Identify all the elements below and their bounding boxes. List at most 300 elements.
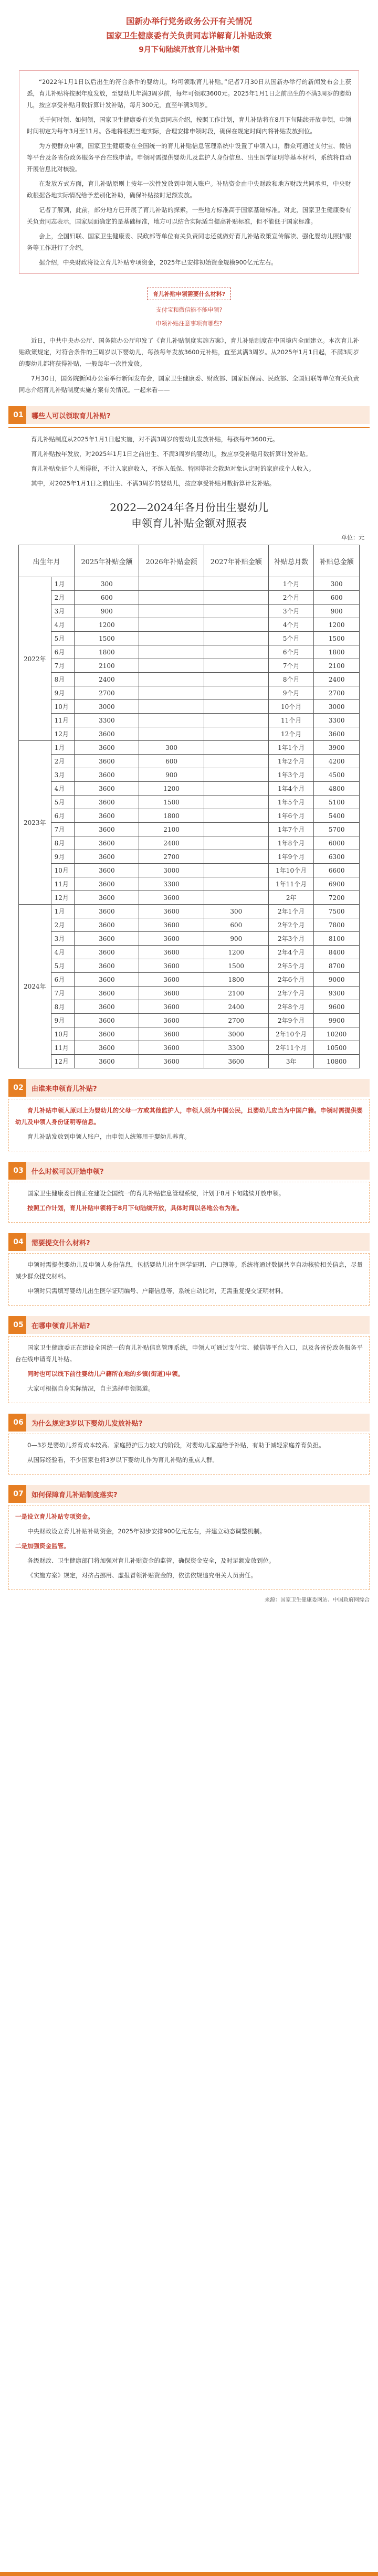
amount-2026-cell: 3600 [139, 1041, 204, 1055]
amount-2025-cell: 3600 [75, 796, 139, 809]
s7-p2: 各级财政、卫生健康部门将加强对育儿补贴资金的监管，确保资金安全，及时足额发放到位。 [27, 1557, 275, 1564]
total-cell: 9600 [314, 1000, 360, 1014]
months-cell: 1年1个月 [268, 741, 314, 755]
intro-box [19, 70, 359, 274]
section-1-header [8, 406, 370, 424]
total-cell: 6300 [314, 850, 360, 864]
section-7-body [8, 1505, 370, 1590]
amount-2027-cell [204, 782, 268, 796]
amount-2027-cell [204, 864, 268, 877]
section-7 [8, 1485, 370, 1590]
amount-2027-cell: 1500 [204, 959, 268, 973]
month-cell: 3月 [51, 932, 75, 946]
amount-2025-cell: 3600 [75, 1055, 139, 1068]
month-cell: 5月 [51, 796, 75, 809]
months-cell: 1年7个月 [268, 823, 314, 836]
month-cell: 3月 [51, 768, 75, 782]
amount-2026-cell [139, 577, 204, 591]
amount-2026-cell: 3300 [139, 877, 204, 891]
amount-2025-cell: 1500 [75, 632, 139, 645]
amount-2025-cell: 3600 [75, 877, 139, 891]
months-cell: 2年5个月 [268, 959, 314, 973]
subsidy-table [18, 545, 360, 1068]
amount-2027-cell [204, 714, 268, 727]
amount-2026-cell: 3600 [139, 1000, 204, 1014]
amount-2026-cell: 3600 [139, 946, 204, 959]
table-row [19, 809, 360, 823]
month-cell: 8月 [51, 1000, 75, 1014]
amount-2026-cell [139, 700, 204, 714]
amount-2026-cell [139, 673, 204, 686]
section-1-number: 01 [10, 406, 26, 424]
amount-2025-cell: 3600 [75, 768, 139, 782]
amount-2025-cell: 2100 [75, 659, 139, 673]
amount-2027-cell [204, 673, 268, 686]
amount-2026-cell: 1500 [139, 796, 204, 809]
headline-3: 9月下旬陆续开放育儿补贴申领 [139, 46, 239, 54]
month-cell: 9月 [51, 850, 75, 864]
table-row [19, 987, 360, 1000]
months-cell: 2年7个月 [268, 987, 314, 1000]
section-3-body [8, 1182, 370, 1223]
amount-2026-cell: 3000 [139, 864, 204, 877]
table-row [19, 1041, 360, 1055]
amount-2027-cell: 300 [204, 905, 268, 918]
s3-p2: 按照工作计划，育儿补贴申领将于8月下旬陆续开放，具体时间以各地公布为准。 [27, 1204, 243, 1212]
amount-2025-cell: 3600 [75, 1014, 139, 1027]
year-cell: 2022年 [19, 577, 51, 741]
months-cell: 1年2个月 [268, 755, 314, 768]
amount-2025-cell: 3600 [75, 1041, 139, 1055]
amount-2025-cell: 3600 [75, 987, 139, 1000]
amount-2027-cell [204, 727, 268, 741]
months-cell: 2个月 [268, 591, 314, 605]
amount-2025-cell: 3600 [75, 905, 139, 918]
total-cell: 6600 [314, 864, 360, 877]
amount-2026-cell [139, 645, 204, 659]
table-row [19, 755, 360, 768]
amount-2027-cell [204, 632, 268, 645]
months-cell: 7个月 [268, 659, 314, 673]
intro-p7: 据介绍，中央财政将设立育儿补贴专项资金，2025年已安排初始资金规模900亿元左右。 [39, 259, 277, 266]
amount-2026-cell [139, 618, 204, 632]
month-cell: 7月 [51, 659, 75, 673]
pretable-p2: 7月30日，国务院新闻办公室举行新闻发布会，国家卫生健康委、财政部、国家医保局、民政部、全国妇联等单位有关负责同志介绍育儿补贴制度实施方案有关情况。一起来看—— [19, 375, 359, 394]
month-cell: 6月 [51, 809, 75, 823]
total-cell: 5100 [314, 796, 360, 809]
months-cell: 2年3个月 [268, 932, 314, 946]
months-cell: 2年10个月 [268, 1027, 314, 1041]
amount-2027-cell: 2700 [204, 1014, 268, 1027]
amount-2026-cell: 1800 [139, 809, 204, 823]
month-cell: 10月 [51, 700, 75, 714]
table-unit: 单位：元 [341, 534, 364, 541]
s4-p1: 申领时需提供婴幼儿及申领人身份信息，包括婴幼儿出生医学证明、户口簿等。系统将通过数据共享自动核验相关信息，尽量减少群众提交材料。 [15, 1261, 363, 1280]
table-row [19, 959, 360, 973]
month-cell: 1月 [51, 905, 75, 918]
month-cell: 7月 [51, 823, 75, 836]
months-cell: 3年 [268, 1055, 314, 1068]
table-row [19, 946, 360, 959]
months-cell: 1年3个月 [268, 768, 314, 782]
table-title-2: 申领育儿补贴金额对照表 [131, 517, 247, 529]
total-cell: 8400 [314, 946, 360, 959]
section-6-body [8, 1434, 370, 1475]
total-cell: 8100 [314, 932, 360, 946]
amount-2027-cell [204, 591, 268, 605]
months-cell: 12个月 [268, 727, 314, 741]
amount-2027-cell [204, 686, 268, 700]
amount-2027-cell [204, 768, 268, 782]
s1-p1: 育儿补贴制度从2025年1月1日起实施，对不满3周岁的婴幼儿发放补贴，每孩每年3600元。 [31, 436, 279, 443]
months-cell: 8个月 [268, 673, 314, 686]
section-1 [8, 406, 370, 1068]
s1-p4: 其中，对2025年1月1日之前出生、不满3周岁的婴幼儿，按应享受补贴月数折算计发补贴。 [31, 480, 276, 487]
s4-p2: 申领时只需填写婴幼儿出生医学证明编号、户籍信息等，系统自动比对，无需重复提交证明材料。 [27, 1287, 287, 1295]
amount-2026-cell [139, 714, 204, 727]
s5-p1: 国家卫生健康委正在建设全国统一的育儿补贴信息管理系统，申领人可通过支付宝、微信等平台入口，以及各省份政务服务平台在线申请育儿补贴。 [15, 1344, 363, 1363]
pretable-p1: 近日，中共中央办公厅、国务院办公厅印发了《育儿补贴制度实施方案》，育儿补贴制度在中国境内全面建立。本次育儿补贴政策规定，对符合条件的三周岁以下婴幼儿，每孩每年发放3600元补贴，直至其满3周岁。从2025年1月1日起，不满3周岁的婴幼儿都将获得补贴，一般每年一次性发放。 [19, 337, 359, 367]
months-cell: 2年1个月 [268, 905, 314, 918]
year-cell: 2024年 [19, 905, 51, 1068]
section-5-title: 在哪申领育儿补贴? [32, 1322, 90, 1330]
month-cell: 6月 [51, 973, 75, 987]
amount-2027-cell: 3000 [204, 1027, 268, 1041]
table-row [19, 577, 360, 591]
months-cell: 1个月 [268, 577, 314, 591]
months-cell: 3个月 [268, 605, 314, 618]
table-row [19, 836, 360, 850]
total-cell: 10800 [314, 1055, 360, 1068]
month-cell: 12月 [51, 891, 75, 905]
month-cell: 10月 [51, 864, 75, 877]
table-row [19, 932, 360, 946]
s2-p1: 育儿补贴申领人原则上为婴幼儿的父母一方或其他监护人，申领人须为中国公民，且婴幼儿应当为中国户籍。申领时需提供婴幼儿及申领人身份证明等信息。 [15, 1107, 363, 1126]
table-row [19, 823, 360, 836]
s7-p3: 《实施方案》规定，对挤占挪用、虚报冒领补贴资金的，依法依规追究相关人员责任。 [27, 1572, 257, 1579]
section-3-number: 03 [10, 1162, 26, 1180]
months-cell: 1年6个月 [268, 809, 314, 823]
amount-2026-cell [139, 605, 204, 618]
amount-2025-cell: 3600 [75, 891, 139, 905]
months-cell: 5个月 [268, 632, 314, 645]
total-cell: 9900 [314, 1014, 360, 1027]
amount-2025-cell: 3600 [75, 809, 139, 823]
amount-2026-cell: 3600 [139, 932, 204, 946]
amount-2026-cell: 3600 [139, 987, 204, 1000]
months-cell: 2年 [268, 891, 314, 905]
amount-2027-cell: 900 [204, 932, 268, 946]
section-5-header [8, 1316, 370, 1334]
table-row [19, 905, 360, 918]
amount-2025-cell: 2700 [75, 686, 139, 700]
amount-2026-cell: 2400 [139, 836, 204, 850]
table-row [19, 645, 360, 659]
section-6-header [8, 1414, 370, 1432]
total-cell: 6000 [314, 836, 360, 850]
amount-2025-cell: 3000 [75, 700, 139, 714]
months-cell: 2年11个月 [268, 1041, 314, 1055]
table-row [19, 673, 360, 686]
amount-2027-cell [204, 823, 268, 836]
amount-2026-cell: 3600 [139, 1027, 204, 1041]
month-cell: 8月 [51, 836, 75, 850]
table-row [19, 782, 360, 796]
month-cell: 10月 [51, 1027, 75, 1041]
months-cell: 4个月 [268, 618, 314, 632]
total-cell: 300 [314, 577, 360, 591]
amount-2027-cell [204, 741, 268, 755]
amount-2026-cell: 1200 [139, 782, 204, 796]
amount-2026-cell: 900 [139, 768, 204, 782]
section-5-number: 05 [10, 1316, 26, 1334]
amount-2025-cell: 3600 [75, 918, 139, 932]
amount-2025-cell: 3600 [75, 850, 139, 864]
months-cell: 1年4个月 [268, 782, 314, 796]
table-row [19, 1000, 360, 1014]
total-cell: 7200 [314, 891, 360, 905]
intro-p3: 为方便群众申领，国家卫生健康委在全国统一的育儿补贴信息管理系统中设置了申领入口，群众可通过支付宝、微信等平台及各省份政务服务平台在线申请。申领时需提供婴幼儿及监护人身份信息、出生医学证明等基本材料，系统将自动开展信息比对核验。 [27, 142, 351, 173]
months-cell: 6个月 [268, 645, 314, 659]
amount-2026-cell: 2700 [139, 850, 204, 864]
amount-2025-cell: 300 [75, 577, 139, 591]
section-4-header [8, 1233, 370, 1251]
amount-2025-cell: 3300 [75, 714, 139, 727]
amount-2026-cell [139, 632, 204, 645]
amount-2027-cell [204, 700, 268, 714]
amount-2025-cell: 3600 [75, 932, 139, 946]
year-cell: 2023年 [19, 741, 51, 905]
amount-2027-cell: 1200 [204, 946, 268, 959]
section-7-number: 07 [10, 1485, 26, 1503]
col-header-2026: 2026年补贴金额 [139, 545, 204, 577]
total-cell: 3000 [314, 700, 360, 714]
months-cell: 1年11个月 [268, 877, 314, 891]
month-cell: 7月 [51, 987, 75, 1000]
source-credit: 来源：国家卫生健康委网站、中国政府网综合 [265, 1597, 370, 1603]
table-row [19, 700, 360, 714]
summary-questions [19, 288, 359, 327]
total-cell: 7800 [314, 918, 360, 932]
section-7-title: 如何保障育儿补贴制度落实? [32, 1491, 118, 1499]
month-cell: 5月 [51, 959, 75, 973]
total-cell: 10500 [314, 1041, 360, 1055]
amount-2025-cell: 3600 [75, 864, 139, 877]
amount-2025-cell: 3600 [75, 1027, 139, 1041]
total-cell: 3600 [314, 727, 360, 741]
s7-lead2: 二是加强资金监管。 [15, 1542, 70, 1550]
amount-2025-cell: 1200 [75, 618, 139, 632]
intro-p5: 记者了解到，此前，部分地方已开展了育儿补贴的探索，一些地方标准高于国家基础标准。对此，国家卫生健康委有关负责同志表示，国家层面确定的是基础标准，地方可以结合实际适当提高补贴标准，但不能低于国家标准。 [27, 206, 351, 225]
months-cell: 1年8个月 [268, 836, 314, 850]
section-4-title: 需要提交什么材料? [32, 1239, 90, 1247]
months-cell: 11个月 [268, 714, 314, 727]
amount-2027-cell [204, 659, 268, 673]
amount-2027-cell [204, 577, 268, 591]
intro-p1: “2022年1月1日以后出生的符合条件的婴幼儿，均可领取育儿补贴。”记者7月30日从国新办举行的新闻发布会上获悉，育儿补贴将按照年度发放，至婴幼儿年满3周岁前，每年可领取3600元。2025年1月1日之前出生的不满3周岁的婴幼儿，按应享受补贴月数折算计发补贴，每月300元，直至年满3周岁。 [27, 78, 351, 109]
table-row [19, 864, 360, 877]
amount-2025-cell: 3600 [75, 755, 139, 768]
total-cell: 2700 [314, 686, 360, 700]
total-cell: 8700 [314, 959, 360, 973]
table-row [19, 686, 360, 700]
amount-2027-cell [204, 618, 268, 632]
amount-2025-cell: 2400 [75, 673, 139, 686]
intro-p6: 会上，全国妇联、国家卫生健康委、民政部等单位有关负责同志还就做好育儿补贴政策宣传解读、强化婴幼儿照护服务等工作进行了介绍。 [27, 232, 351, 251]
amount-2025-cell: 3600 [75, 782, 139, 796]
total-cell: 9000 [314, 973, 360, 987]
amount-2026-cell [139, 591, 204, 605]
bottom-bar [0, 2572, 378, 2576]
table-row [19, 796, 360, 809]
month-cell: 9月 [51, 686, 75, 700]
table-row [19, 768, 360, 782]
amount-2026-cell: 3600 [139, 918, 204, 932]
amount-2026-cell: 3600 [139, 959, 204, 973]
total-cell: 10200 [314, 1027, 360, 1041]
total-cell: 7500 [314, 905, 360, 918]
section-2-title: 由谁来申领育儿补贴? [32, 1085, 97, 1093]
total-cell: 6900 [314, 877, 360, 891]
amount-2027-cell [204, 605, 268, 618]
table-row [19, 632, 360, 645]
amount-2025-cell: 3600 [75, 823, 139, 836]
amount-2025-cell: 3600 [75, 727, 139, 741]
amount-2027-cell [204, 645, 268, 659]
s1-p2: 育儿补贴按年发放，对2025年1月1日之前出生、不满3周岁的婴幼儿，按应享受补贴月数折算计发补贴。 [31, 450, 312, 458]
s7-lead1: 一是设立育儿补贴专项资金。 [15, 1513, 94, 1520]
total-cell: 5700 [314, 823, 360, 836]
month-cell: 2月 [51, 755, 75, 768]
amount-2025-cell: 1800 [75, 645, 139, 659]
total-cell: 5400 [314, 809, 360, 823]
amount-2027-cell: 600 [204, 918, 268, 932]
month-cell: 4月 [51, 946, 75, 959]
amount-2025-cell: 3600 [75, 1000, 139, 1014]
total-cell: 1800 [314, 645, 360, 659]
month-cell: 5月 [51, 632, 75, 645]
intro-p4: 在发放方式方面，育儿补贴原则上按年一次性发放到申领人账户。补贴资金由中央财政和地方财政共同承担，中央财政根据各地实际情况给予差别化补助，确保补贴按时足额发放。 [27, 180, 351, 199]
months-cell: 1年9个月 [268, 850, 314, 864]
month-cell: 11月 [51, 1041, 75, 1055]
section-3-title: 什么时候可以开始申领? [32, 1168, 104, 1176]
section-3 [8, 1162, 370, 1223]
month-cell: 12月 [51, 1055, 75, 1068]
total-cell: 2400 [314, 673, 360, 686]
amount-2025-cell: 3600 [75, 973, 139, 987]
intro-p2: 关于何时领、如何领，国家卫生健康委有关负责同志介绍，按照工作计划，育儿补贴将在8月下旬陆续开放申领，申领时间初定为每年3月至11月。各地将根据当地实际，合理安排申领时段，确保在规定时间内将补贴发放到位。 [27, 116, 351, 135]
table-row [19, 618, 360, 632]
months-cell: 9个月 [268, 686, 314, 700]
table-row [19, 1055, 360, 1068]
amount-2027-cell: 3300 [204, 1041, 268, 1055]
months-cell: 2年2个月 [268, 918, 314, 932]
subsidy-table-block [8, 500, 370, 1068]
amount-2027-cell: 2400 [204, 1000, 268, 1014]
s6-p2: 从国际经验看，不少国家也将3岁以下婴幼儿作为育儿补贴的重点人群。 [27, 1456, 218, 1464]
amount-2026-cell: 3600 [139, 1055, 204, 1068]
month-cell: 9月 [51, 1014, 75, 1027]
amount-2027-cell: 2100 [204, 987, 268, 1000]
summary-q1: 支付宝和微信能不能申领? [155, 306, 223, 313]
amount-2027-cell [204, 877, 268, 891]
header [0, 0, 378, 63]
total-cell: 2100 [314, 659, 360, 673]
amount-2026-cell [139, 659, 204, 673]
section-2-body [8, 1099, 370, 1151]
month-cell: 1月 [51, 577, 75, 591]
total-cell: 600 [314, 591, 360, 605]
col-header-2025: 2025年补贴金额 [75, 545, 139, 577]
amount-2025-cell: 3600 [75, 946, 139, 959]
table-row [19, 1014, 360, 1027]
total-cell: 4500 [314, 768, 360, 782]
month-cell: 3月 [51, 605, 75, 618]
section-4-body [8, 1253, 370, 1306]
months-cell: 2年8个月 [268, 1000, 314, 1014]
table-row [19, 877, 360, 891]
section-3-header [8, 1162, 370, 1180]
months-cell: 10个月 [268, 700, 314, 714]
table-row [19, 1027, 360, 1041]
table-header-row [19, 545, 360, 577]
table-row [19, 605, 360, 618]
month-cell: 1月 [51, 741, 75, 755]
s6-p1: 0—3岁是婴幼儿养育成本较高、家庭照护压力较大的阶段，对婴幼儿家庭给予补贴，有助于减轻家庭养育负担。 [27, 1441, 325, 1449]
s1-p3: 育儿补贴免征个人所得税，不计入家庭收入，不纳入低保、特困等社会救助对象认定时的家庭或个人收入。 [31, 465, 315, 472]
amount-2025-cell: 900 [75, 605, 139, 618]
months-cell: 1年10个月 [268, 864, 314, 877]
table-row [19, 727, 360, 741]
total-cell: 900 [314, 605, 360, 618]
amount-2026-cell: 3600 [139, 973, 204, 987]
amount-2027-cell: 1800 [204, 973, 268, 987]
amount-2027-cell [204, 836, 268, 850]
total-cell: 1200 [314, 618, 360, 632]
amount-2025-cell: 600 [75, 591, 139, 605]
section-6-number: 06 [10, 1414, 26, 1432]
table-row [19, 918, 360, 932]
month-cell: 2月 [51, 918, 75, 932]
table-row [19, 659, 360, 673]
summary-lead: 育儿补贴申领需要什么材料? [147, 288, 231, 300]
amount-2026-cell [139, 686, 204, 700]
amount-2027-cell [204, 755, 268, 768]
amount-2027-cell [204, 850, 268, 864]
table-row [19, 741, 360, 755]
amount-2026-cell: 3600 [139, 1014, 204, 1027]
headline-1: 国新办举行党务政务公开有关情况 [125, 16, 252, 26]
amount-2025-cell: 3600 [75, 741, 139, 755]
col-header-2027: 2027年补贴金额 [204, 545, 268, 577]
amount-2026-cell: 3600 [139, 905, 204, 918]
table-row [19, 714, 360, 727]
amount-2025-cell: 3600 [75, 836, 139, 850]
s7-p1: 中央财政设立育儿补贴补助资金，2025年初步安排900亿元左右，并建立动态调整机制。 [27, 1528, 266, 1535]
months-cell: 2年9个月 [268, 1014, 314, 1027]
section-divider [8, 427, 370, 428]
table-row [19, 591, 360, 605]
section-5-body [8, 1336, 370, 1403]
month-cell: 4月 [51, 782, 75, 796]
amount-2025-cell: 3600 [75, 959, 139, 973]
amount-2026-cell: 3600 [139, 891, 204, 905]
months-cell: 2年6个月 [268, 973, 314, 987]
month-cell: 11月 [51, 877, 75, 891]
headline-2: 国家卫生健康委有关负责同志详解育儿补贴政策 [106, 31, 272, 40]
month-cell: 12月 [51, 727, 75, 741]
section-4-number: 04 [10, 1233, 26, 1251]
